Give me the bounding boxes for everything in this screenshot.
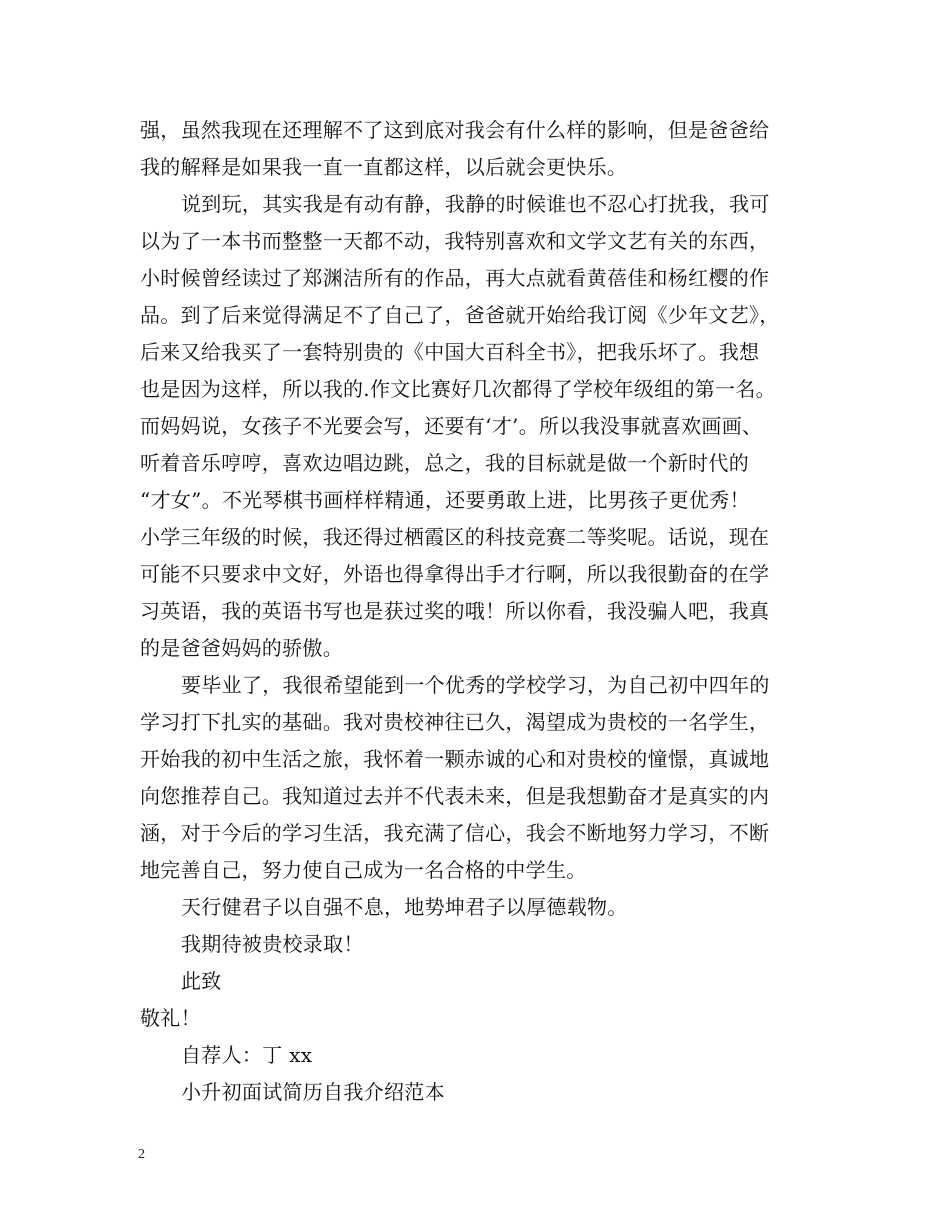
next-title-line: 小升初面试简历自我介绍范本 <box>181 1080 445 1104</box>
text-line: 小时候曾经读过了郑渊洁所有的作品，再大点就看黄蓓佳和杨红樱的作 <box>140 266 770 290</box>
text-line: 学习打下扎实的基础。我对贵校神往已久，渴望成为贵校的一名学生， <box>140 710 770 734</box>
motto-line: 天行健君子以自强不息，地势坤君子以厚德载物。 <box>181 895 628 919</box>
text-line: 我的解释是如果我一直一直都这样，以后就会更快乐。 <box>140 155 628 179</box>
closing-wish-line: 我期待被贵校录取！ <box>181 932 364 956</box>
signature-line: 自荐人：丁 xx <box>181 1043 313 1067</box>
salutation-close-line: 敬礼！ <box>140 1006 201 1030</box>
text-line: 也是因为这样，所以我的.作文比赛好几次都得了学校年级组的第一名。 <box>140 377 776 401</box>
text-line: 以为了一本书而整整一天都不动，我特别喜欢和文学文艺有关的东西， <box>140 229 770 253</box>
text-line: 习英语，我的英语书写也是获过奖的哦！所以你看，我没骗人吧，我真 <box>140 599 770 623</box>
text-line: 后来又给我买了一套特别贵的《中国大百科全书》，把我乐坏了。我想 <box>140 340 760 364</box>
text-line: 涵，对于今后的学习生活，我充满了信心，我会不断地努力学习，不断 <box>140 821 770 845</box>
text-line: 小学三年级的时候，我还得过栖霞区的科技竞赛二等奖呢。话说，现在 <box>140 525 770 549</box>
page-number: 2 <box>138 1147 145 1162</box>
body-text <box>140 112 840 1111</box>
text-line: 品。到了后来觉得满足不了自己了，爸爸就开始给我订阅《少年文艺》， <box>140 303 780 327</box>
text-line: 向您推荐自己。我知道过去并不代表未来，但是我想勤奋才是真实的内 <box>140 784 770 808</box>
text-line: 强，虽然我现在还理解不了这到底对我会有什么样的影响，但是爸爸给 <box>140 118 770 142</box>
text-line: 可能不只要求中文好，外语也得拿得出手才行啊，所以我很勤奋的在学 <box>140 562 770 586</box>
paragraph-start-line: 要毕业了，我很希望能到一个优秀的学校学习，为自己初中四年的 <box>181 673 770 697</box>
text-line: 的是爸爸妈妈的骄傲。 <box>140 636 343 660</box>
salutation-line: 此致 <box>181 969 222 993</box>
text-line: 开始我的初中生活之旅，我怀着一颗赤诚的心和对贵校的憧憬，真诚地 <box>140 747 770 771</box>
text-line: 而妈妈说，女孩子不光要会写，还要有‘才’。所以我没事就喜欢画画、 <box>140 414 763 438</box>
text-line: 听着音乐哼哼，喜欢边唱边跳，总之，我的目标就是做一个新时代的 <box>140 451 749 475</box>
text-line: 地完善自己，努力使自己成为一名合格的中学生。 <box>140 858 587 882</box>
text-line: “才女”。不光琴棋书画样样精通，还要勇敢上进，比男孩子更优秀！ <box>140 488 750 512</box>
paragraph-start-line: 说到玩，其实我是有动有静，我静的时候谁也不忍心打扰我，我可 <box>181 192 770 216</box>
